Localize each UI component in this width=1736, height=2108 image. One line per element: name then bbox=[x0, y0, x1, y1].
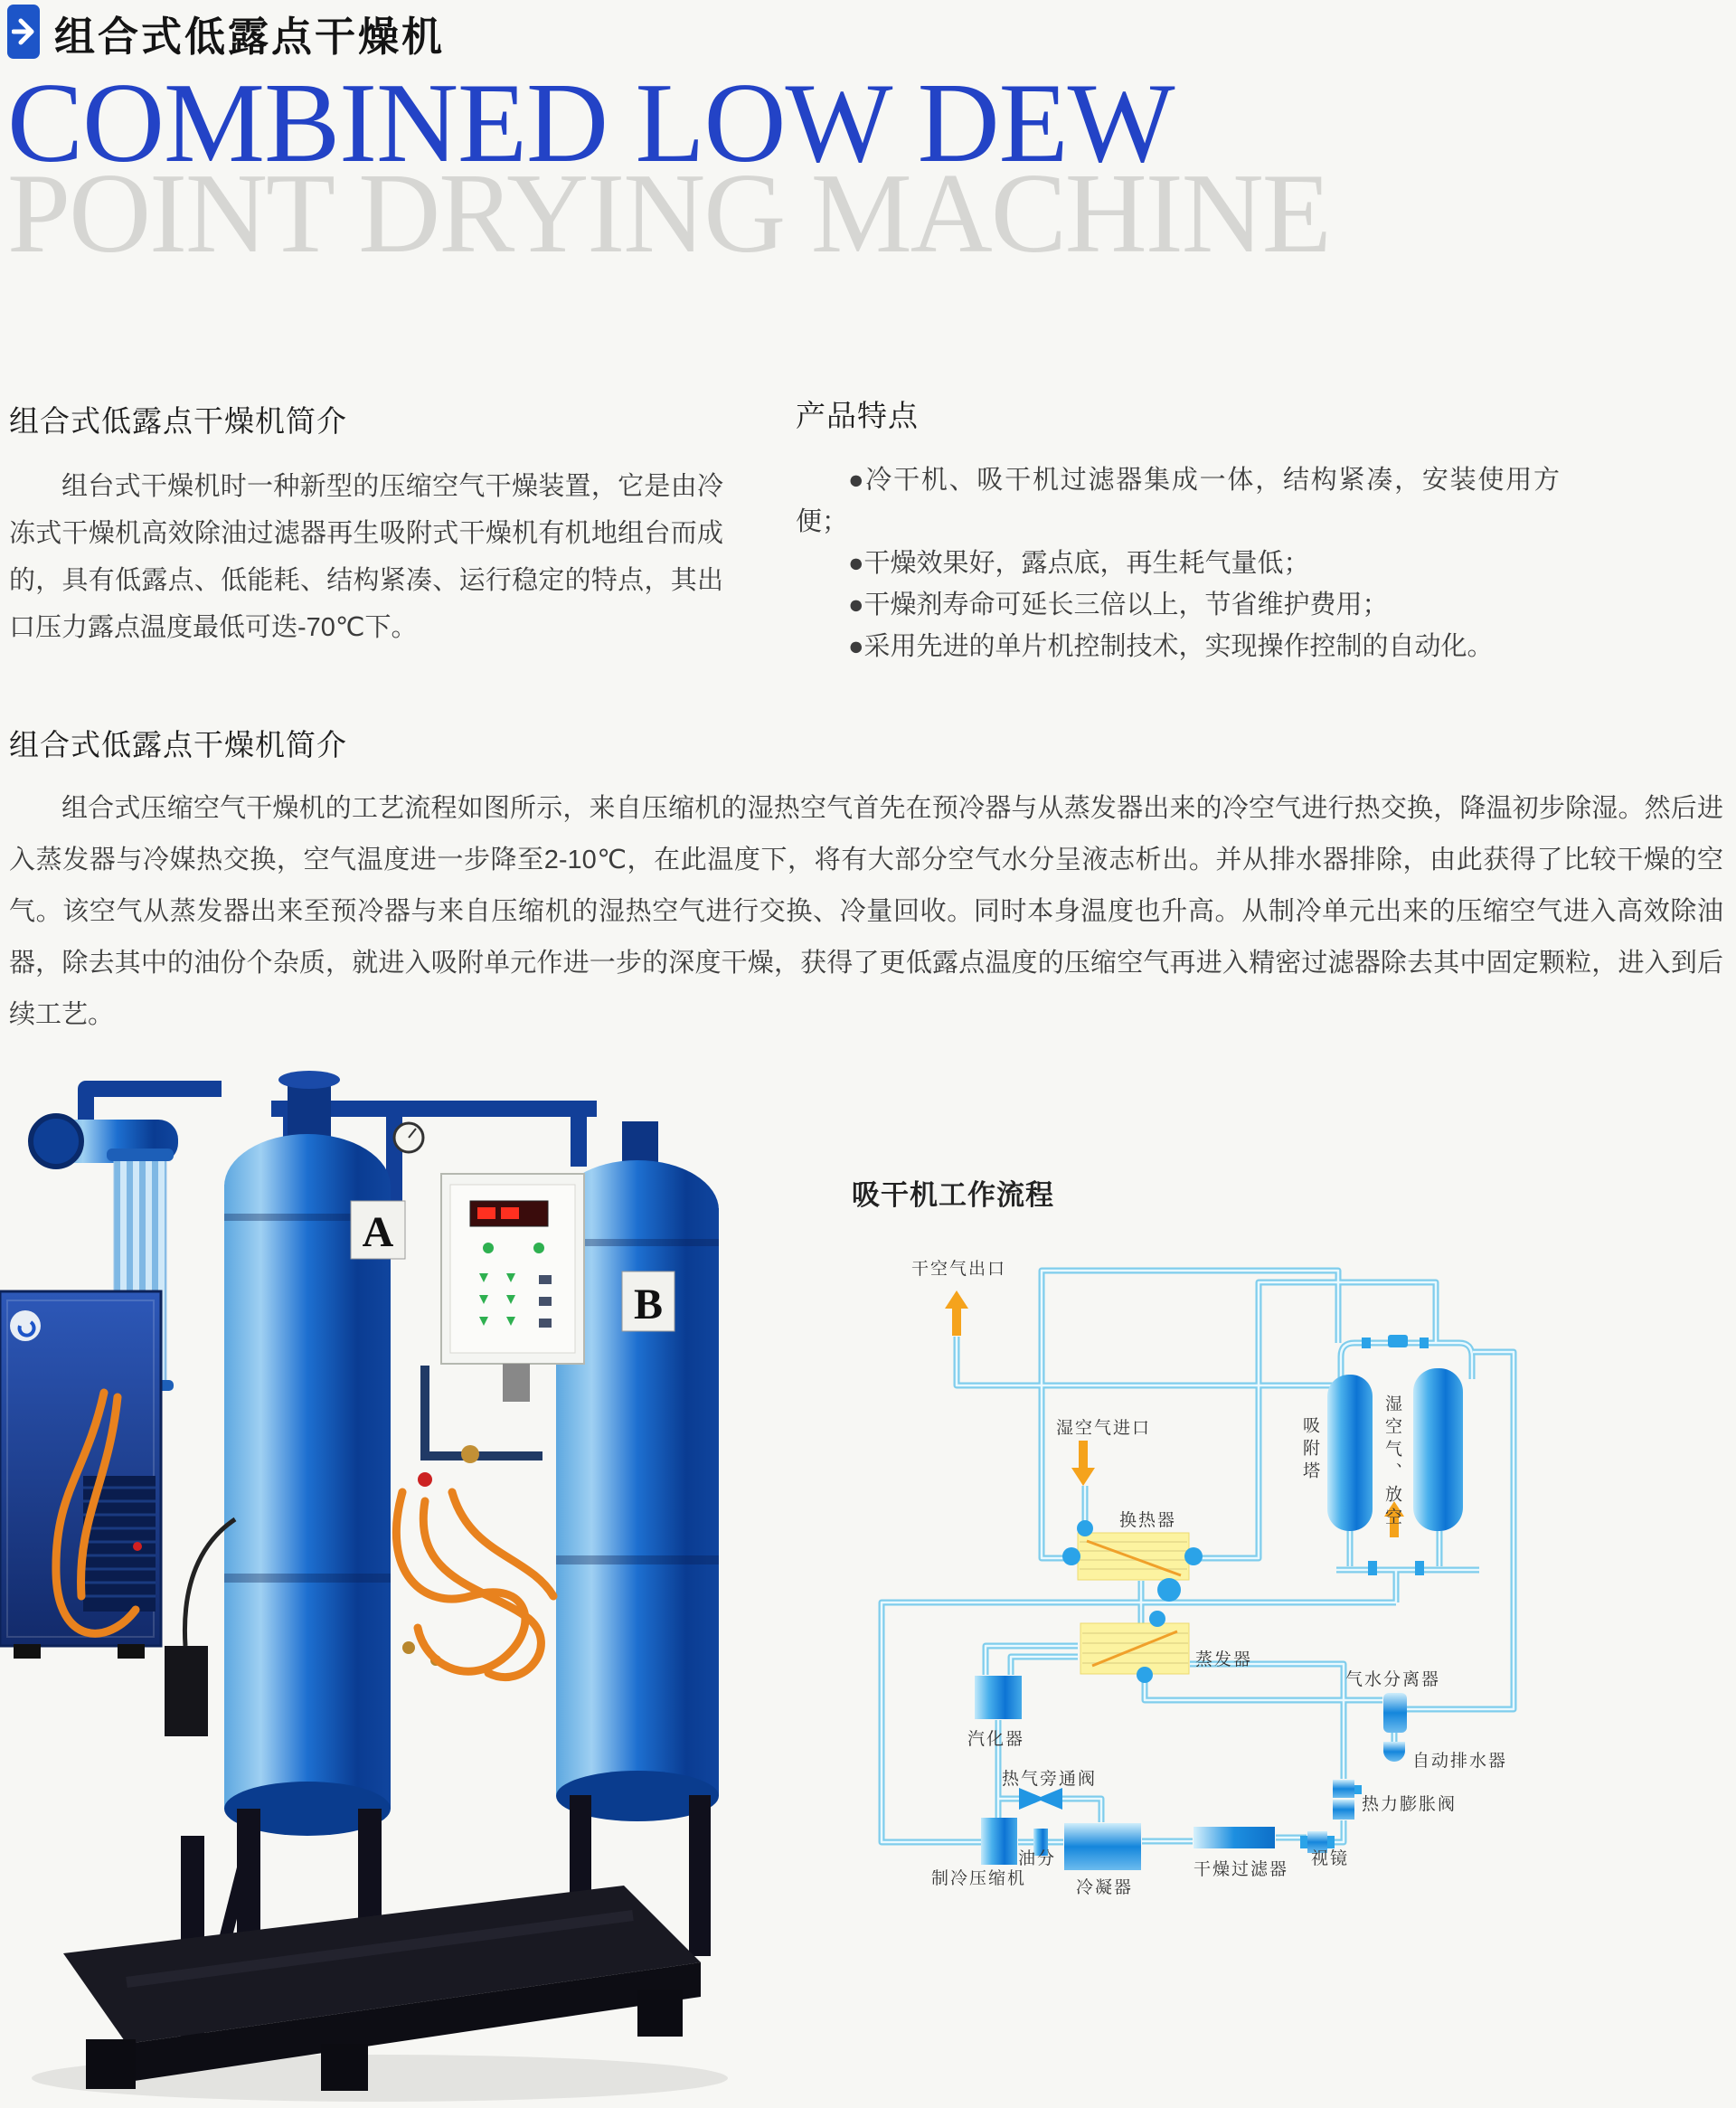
label-wet-air-vent: 湿空气、放空 bbox=[1382, 1394, 1401, 1530]
label-sight-glass: 视镜 bbox=[1311, 1849, 1350, 1868]
title-english-line1: COMBINED LOW DEW bbox=[7, 61, 1175, 186]
expansion-valve-block bbox=[1333, 1780, 1362, 1820]
label-heat-exchanger: 换热器 bbox=[1119, 1511, 1177, 1530]
feature-item: ●采用先进的单片机控制技术，实现操作控制的自动化。 bbox=[848, 632, 1494, 661]
process-flow-diagram bbox=[841, 1158, 1718, 1944]
diagram-title: 吸干机工作流程 bbox=[852, 1179, 1054, 1211]
label-auto-drainer: 自动排水器 bbox=[1412, 1752, 1508, 1771]
label-refrigeration-compressor: 制冷压缩机 bbox=[931, 1869, 1027, 1888]
label-oil-separator: 油分 bbox=[1018, 1849, 1057, 1868]
features-list bbox=[796, 459, 1560, 667]
tower-a-plate: A bbox=[362, 1208, 394, 1256]
page-title: 组合式低露点干燥机 bbox=[54, 14, 446, 60]
machine-photo bbox=[0, 1067, 741, 2107]
label-evaporator: 蒸发器 bbox=[1195, 1650, 1253, 1669]
arrow-right-icon bbox=[7, 5, 40, 59]
process-heading: 组合式低露点干燥机简介 bbox=[9, 728, 347, 761]
label-adsorption-tower: 吸附塔 bbox=[1300, 1416, 1319, 1484]
label-dry-air-outlet: 干空气出口 bbox=[911, 1260, 1007, 1279]
features-heading: 产品特点 bbox=[796, 399, 919, 432]
title-english-line2: POINT DRYING MACHINE bbox=[7, 151, 1330, 277]
air-water-separator-block bbox=[1383, 1693, 1407, 1733]
label-drying-filter: 干燥过滤器 bbox=[1194, 1860, 1289, 1879]
vaporizer-block bbox=[975, 1676, 1022, 1719]
auto-drainer-block bbox=[1383, 1742, 1405, 1762]
evaporator-block bbox=[1080, 1623, 1189, 1674]
label-thermal-expansion-valve: 热力膨胀阀 bbox=[1362, 1795, 1458, 1814]
feature-item: ●干燥剂寿命可延长三倍以上，节省维护费用； bbox=[848, 591, 1389, 619]
label-condenser: 冷凝器 bbox=[1076, 1878, 1134, 1897]
condenser-block bbox=[1064, 1823, 1141, 1870]
label-air-water-separator: 气水分离器 bbox=[1345, 1670, 1441, 1689]
tower-b-plate: B bbox=[633, 1281, 664, 1328]
label-hot-gas-bypass-valve: 热气旁通阀 bbox=[1002, 1770, 1098, 1789]
drying-filter-block bbox=[1194, 1827, 1275, 1848]
adsorption-tower-b bbox=[1413, 1368, 1463, 1531]
intro-paragraph: 组台式干燥机时一种新型的压缩空气干燥装置，它是由冷冻式干燥机高效除油过滤器再生吸附式干燥机有机地组台而成的，具有低露点、低能耗、结构紧凑、运行稳定的特点，其出口压力露点温度最低可迭-70℃下。 bbox=[9, 472, 723, 642]
feature-item: ●冷干机、吸干机过滤器集成一体，结构紧凑，安装使用方便； bbox=[796, 466, 1560, 536]
label-vaporizer: 汽化器 bbox=[967, 1730, 1025, 1749]
process-paragraph: 组合式压缩空气干燥机的工艺流程如图所示，来自压缩机的湿热空气首先在预冷器与从蒸发器出来的冷空气进行热交换，降温初步除湿。然后进入蒸发器与冷媒热交换，空气温度进一步降至2-10℃，在此温度下，将有大部分空气水分呈液志析出。并从排水器排除，由此获得了比较干燥的空气。该空气从蒸发器出来至预冷器与来自压缩机的湿热空气进行交换、冷量回收。同时本身温度也升高。从制冷单元出来的压缩空气进入高效除油器，除去其中的油份个杂质，就进入吸附单元作进一步的深度干燥，获得了更低露点温度的压缩空气再进入精密过滤器除去其中固定颗粒，进入到后续工艺。 bbox=[9, 794, 1723, 1029]
heat-exchanger-block bbox=[1078, 1533, 1189, 1580]
bypass-valve-block bbox=[1019, 1788, 1062, 1810]
feature-item: ●干燥效果好，露点底，再生耗气量低； bbox=[848, 549, 1310, 578]
compressor-block bbox=[981, 1818, 1017, 1865]
intro-heading: 组合式低露点干燥机简介 bbox=[9, 404, 347, 438]
adsorption-tower-a bbox=[1327, 1375, 1373, 1531]
label-wet-air-inlet: 湿空气进口 bbox=[1056, 1419, 1152, 1438]
